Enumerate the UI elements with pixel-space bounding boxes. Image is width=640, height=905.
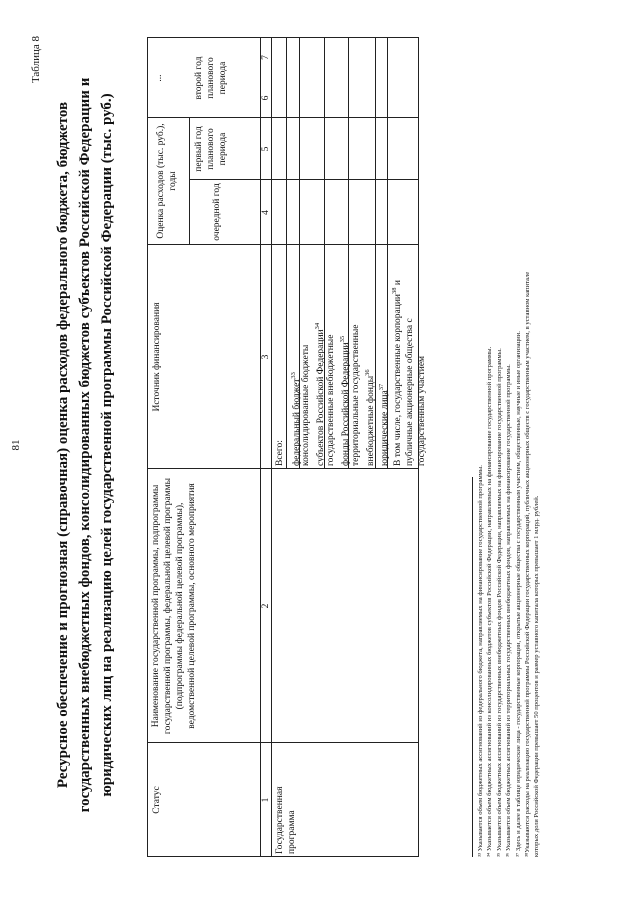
source-consolidated-budgets: консолидированные бюджеты субъектов Российской Федерации$^{34}$: [301, 322, 327, 466]
footnote-divider: [472, 477, 473, 857]
table-label: Таблица 8: [30, 36, 42, 84]
col-sep-5: [147, 117, 419, 118]
header-next-year: очередной год: [212, 183, 222, 241]
title-line-2: государственных внебюджетных фондов, консолидированных бюджетов субъектов Российской Федерации и: [77, 77, 93, 813]
col-number-2: 2: [261, 603, 271, 609]
col-sep-3: [147, 244, 419, 245]
footnote-35: ³⁵ Указывается объем бюджетных ассигнований из государственных внебюджетных фондов Российской Федерации, направляемых на финансирование государственной программы.: [495, 348, 503, 857]
source-state-extrabudgetary-funds: государственные внебюджетные фонды Российской Федерации$^{35}$: [326, 334, 352, 466]
col-sep-1: [147, 742, 419, 743]
footnote-33: ³³ Указывается объем бюджетных ассигнований из федерального бюджета, направляемых на финансирование государственной программы.: [477, 465, 484, 857]
source-total: Всего:: [275, 440, 285, 466]
header-expense-group: Оценка расходов (тыс. руб.), годы: [156, 123, 178, 239]
header-status: Статус: [152, 786, 162, 814]
footnote-34: ³⁴ Указывается объем бюджетных ассигнований из консолидированных бюджетов субъектов Российской Федерации, направляемых на финансирование государственной программы.: [486, 346, 494, 857]
source-state-corporations: В том числе, государственные корпорации$^{38}$ и публичные акционерные общества с государственным участием: [391, 280, 428, 466]
header-program-name: Наименование государственной программы, подпрограммы государственной программы, федеральной целевой программы (подпрограммы федеральной целевой программы), ведомственной целевой программы, основного мероприятия: [151, 477, 197, 735]
footnote-38: ³⁸Указываются расходы на реализацию государственной программы Российской Федерации государственных корпораций, публичных акционерных обществ с государственным участием, в уставном капитале: [524, 271, 532, 857]
col-number-3: 3: [261, 354, 271, 360]
footnote-37: ³⁷ Здесь и далее в таблице юридические лица - государственные корпорации, открытые акционерные общества с государственным участием, общественные, научные и иные организации.: [514, 331, 522, 857]
header-first-plan-year: первый год планового периода: [194, 126, 228, 172]
resource-table: [147, 37, 428, 857]
source-territorial-funds: территориальные государственные внебюджетные фонды$^{36}$: [351, 324, 377, 466]
title-line-3: юридических лиц на реализацию целей государственной программы Российской Федерации (тыс. руб.): [99, 93, 115, 797]
col-number-4: 4: [261, 210, 271, 215]
col-number-5: 5: [261, 146, 271, 152]
title-line-1: Ресурсное обеспечение и прогнозная (справочная) оценка расходов федерального бюджета, бюджетов: [55, 101, 71, 789]
source-legal-entities: юридические лица$^{37}$: [378, 383, 391, 466]
source-federal-budget: федеральный бюджет$^{33}$: [290, 372, 303, 466]
col-number-6: 6: [261, 95, 271, 101]
page-number: 81: [10, 439, 22, 451]
header-second-plan-year: второй год планового периода: [194, 56, 228, 100]
status-cell: Государственная программа: [275, 786, 297, 854]
footnote-38-cont: которых доля Российской Федерации превышает 50 процентов и размер уставного капитала которых превышает 1 млрд. рублей.: [533, 495, 541, 857]
document-title: [52, 45, 118, 845]
footnote-36: ³⁶ Указывается объем бюджетных ассигнований из территориальных государственных внебюджетных фондов, направляемых на финансирование государственной программы.: [505, 364, 513, 857]
col-sep-4: [189, 179, 419, 180]
header-funding-source: Источник финансирования: [152, 302, 162, 412]
footnotes: [476, 37, 542, 857]
col-number-1: 1: [261, 797, 271, 803]
row-sep-1: [286, 37, 287, 469]
header-more-columns: ...: [154, 74, 164, 82]
table-border-left: [147, 856, 419, 857]
col-number-7: 7: [261, 55, 271, 60]
group-header-sep: [189, 118, 190, 245]
col-sep-2: [147, 468, 419, 469]
table-border-top: [147, 37, 148, 857]
table-border-right: [147, 37, 419, 38]
